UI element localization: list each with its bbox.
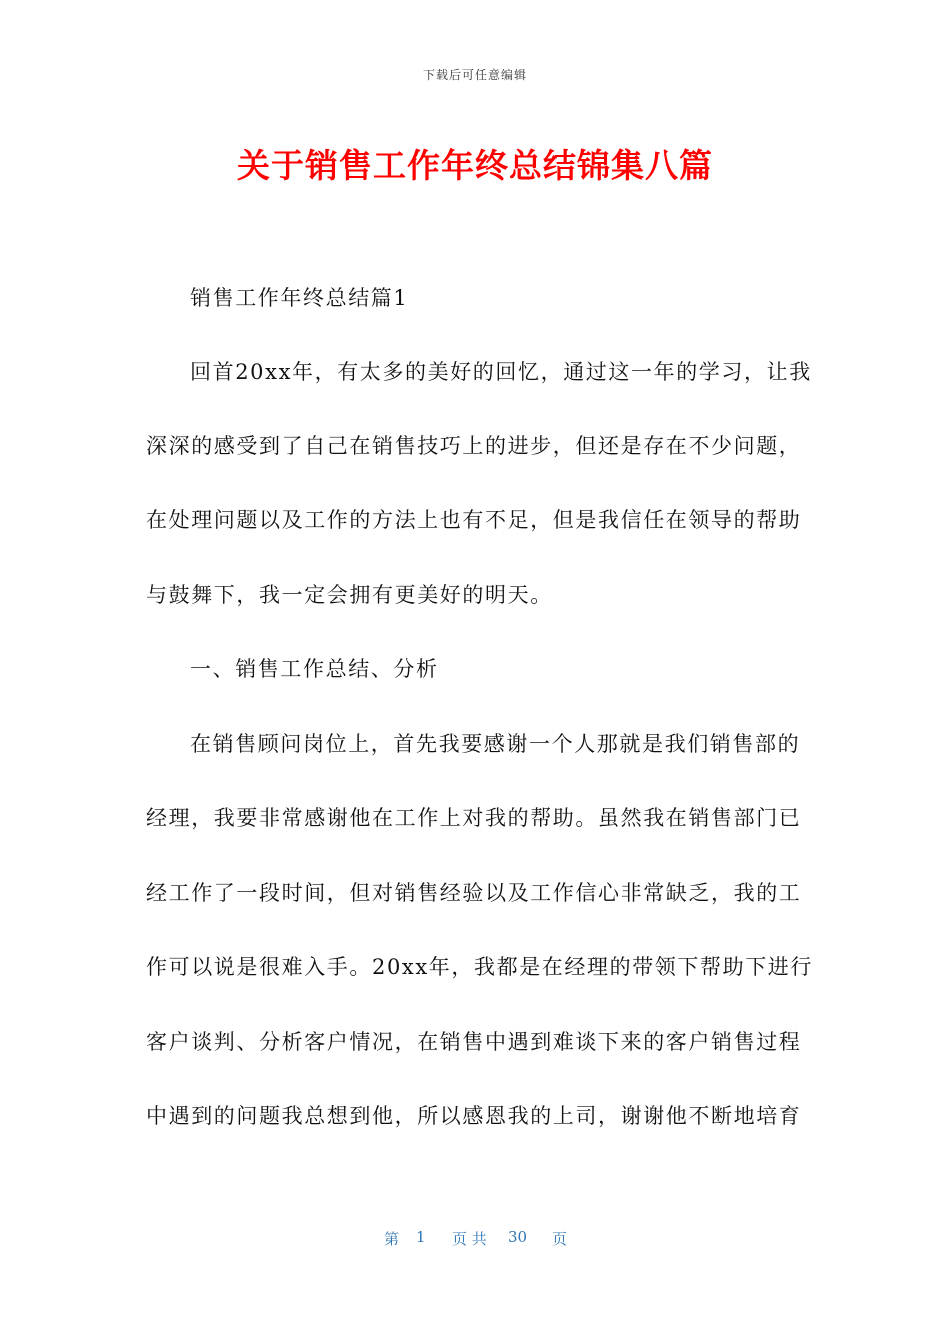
paragraph-line: 深深的感受到了自己在销售技巧上的进步，但还是存在不少问题， [146, 434, 802, 458]
paragraph-line: 在销售顾问岗位上，首先我要感谢一个人那就是我们销售部的 [190, 732, 801, 756]
paragraph-line: 与鼓舞下，我一定会拥有更美好的明天。 [146, 583, 553, 607]
paragraph-line: 作可以说是很难入手。20xx年，我都是在经理的带领下帮助下进行 [146, 955, 814, 979]
section-heading: 销售工作年终总结篇1 [190, 286, 409, 310]
footer-ye-gong: 页 共 [452, 1230, 487, 1248]
footer-di: 第 [384, 1230, 400, 1248]
footer-ye: 页 [552, 1230, 568, 1248]
footer-page-number: 1 [416, 1228, 426, 1246]
paragraph-line: 经理，我要非常感谢他在工作上对我的帮助。虽然我在销售部门已 [146, 806, 802, 830]
paragraph-line: 经工作了一段时间，但对销售经验以及工作信心非常缺乏，我的工 [146, 881, 802, 905]
footer-total-pages: 30 [508, 1228, 528, 1246]
paragraph-line: 客户谈判、分析客户情况，在销售中遇到难谈下来的客户销售过程 [146, 1030, 802, 1054]
paragraph-line: 回首20xx年，有太多的美好的回忆，通过这一年的学习，让我 [190, 360, 812, 384]
header-note: 下载后可任意编辑 [422, 68, 527, 82]
paragraph-line: 中遇到的问题我总想到他，所以感恩我的上司，谢谢他不断地培育 [146, 1104, 802, 1128]
document-title: 关于销售工作年终总结锦集八篇 [237, 146, 713, 185]
section-heading: 一、销售工作总结、分析 [190, 657, 439, 681]
paragraph-line: 在处理问题以及工作的方法上也有不足，但是我信任在领导的帮助 [146, 508, 802, 532]
